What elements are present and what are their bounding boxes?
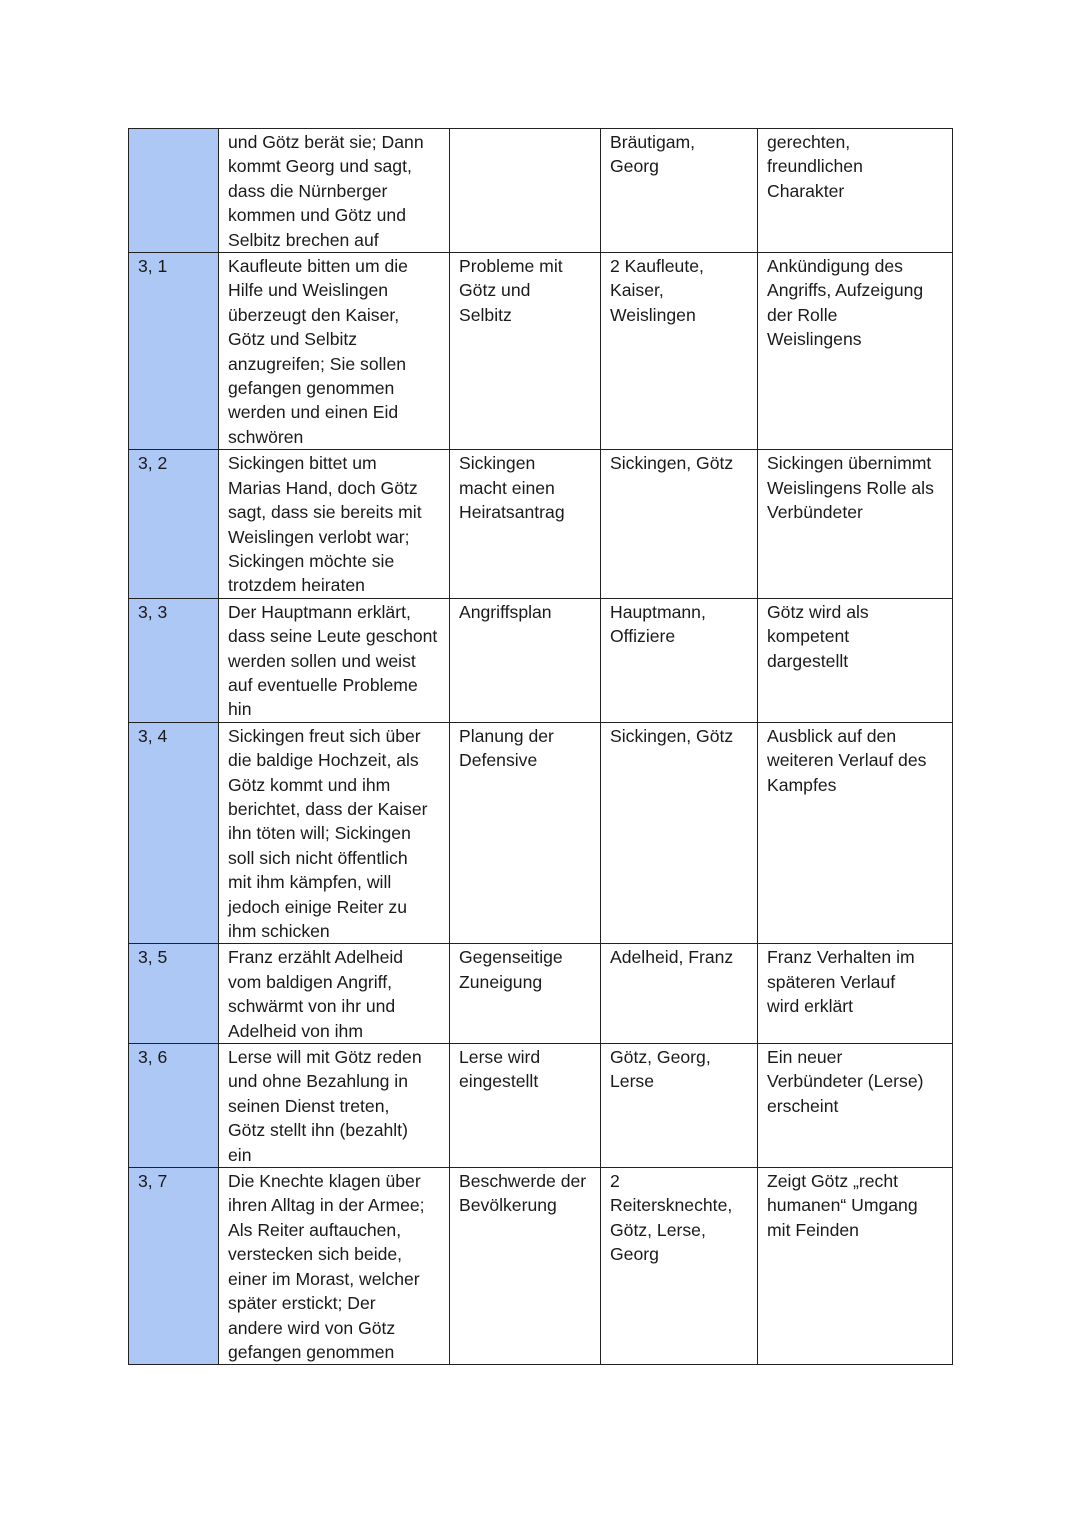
cell-text-line: gefangen genommen — [228, 1341, 395, 1362]
cell-text-line: Sickingen — [459, 453, 536, 474]
cell-text-line: Selbitz — [459, 304, 512, 325]
table-row — [129, 722, 953, 944]
table-row — [129, 129, 953, 253]
cell-text-line: Adelheid von ihm — [228, 1020, 363, 1041]
scene-number-text: 3, 7 — [138, 1171, 168, 1192]
cell-text-line: vom baldigen Angriff, — [228, 971, 392, 992]
cell-text-line: hin — [228, 699, 252, 720]
cell-text-line: Selbitz brechen auf — [228, 229, 379, 250]
scene-summary-cell — [219, 1044, 450, 1168]
cell-text-line: Götz und Selbitz — [228, 329, 358, 350]
cell-text-line: Angriffs, Aufzeigung — [767, 280, 924, 301]
cell-text-line: Offiziere — [610, 626, 676, 647]
cell-text-line: ihren Alltag in der Armee; — [228, 1195, 425, 1216]
scene-number-text: 3, 2 — [138, 453, 168, 474]
scene-summary-cell — [219, 450, 450, 598]
cell-text-line: dass seine Leute geschont — [228, 626, 438, 647]
cell-text-line: macht einen — [459, 477, 555, 498]
scene-topic-cell — [450, 1168, 601, 1365]
cell-text-line: ein — [228, 1144, 252, 1165]
cell-text-line: späteren Verlauf — [767, 971, 896, 992]
cell-text-line: erscheint — [767, 1095, 839, 1116]
cell-text-line: Kaiser, — [610, 280, 664, 301]
scene-persons-cell — [601, 1168, 758, 1365]
cell-text-line: 2 Kaufleute, — [610, 256, 704, 277]
table-row — [129, 1168, 953, 1365]
scene-number-cell — [129, 722, 219, 944]
scene-summary-cell — [219, 722, 450, 944]
cell-text-line: verstecken sich beide, — [228, 1244, 403, 1265]
table-body — [129, 129, 953, 1365]
cell-text-line: Hilfe und Weislingen — [228, 280, 389, 301]
cell-text-line: einer im Morast, welcher — [228, 1268, 420, 1289]
scene-persons-cell — [601, 944, 758, 1044]
cell-text-line: jedoch einige Reiter zu — [228, 896, 407, 917]
cell-text-line: Sickingen freut sich über — [228, 725, 421, 746]
scene-topic-cell — [450, 944, 601, 1044]
cell-text-line: mit ihm kämpfen, will — [228, 872, 392, 893]
scene-function-cell — [758, 944, 953, 1044]
cell-text-line: Marias Hand, doch Götz — [228, 477, 418, 498]
cell-text-line: gefangen genommen — [228, 378, 395, 399]
scene-summary-cell — [219, 1168, 450, 1365]
cell-text-line: humanen“ Umgang — [767, 1195, 918, 1216]
cell-text-line: weiteren Verlauf des — [767, 750, 927, 771]
scene-analysis-table — [128, 128, 953, 1365]
scene-persons-cell — [601, 450, 758, 598]
cell-text-line: Bräutigam, — [610, 132, 696, 152]
cell-text-line: Lerse — [610, 1071, 655, 1092]
cell-text-line: mit Feinden — [767, 1219, 859, 1240]
cell-text-line: die baldige Hochzeit, als — [228, 750, 419, 771]
cell-text-line: Götz und — [459, 280, 531, 301]
cell-text-line: anzugreifen; Sie sollen — [228, 353, 407, 374]
cell-text-line: Gegenseitige — [459, 947, 563, 968]
cell-text-line: Sickingen, Götz — [610, 453, 734, 474]
cell-text-line: gerechten, — [767, 132, 851, 152]
cell-text-line: wird erklärt — [767, 996, 854, 1017]
scene-number-cell — [129, 1168, 219, 1365]
cell-text-line: Sickingen möchte sie — [228, 550, 395, 571]
scene-number-cell — [129, 129, 219, 253]
cell-text-line: Defensive — [459, 750, 538, 771]
cell-text-line: und Götz berät sie; Dann — [228, 132, 424, 152]
scene-number-cell — [129, 944, 219, 1044]
scene-persons-cell — [601, 1044, 758, 1168]
table-row — [129, 598, 953, 722]
scene-topic-cell — [450, 253, 601, 450]
cell-text-line: werden und einen Eid — [228, 402, 399, 423]
cell-text-line: Götz, Lerse, — [610, 1219, 706, 1240]
scene-function-cell — [758, 253, 953, 450]
cell-text-line: der Rolle — [767, 304, 838, 325]
cell-text-line: Götz kommt und ihm — [228, 774, 391, 795]
scene-topic-cell — [450, 722, 601, 944]
cell-text-line: Franz Verhalten im — [767, 947, 915, 968]
cell-text-line: schwören — [228, 426, 304, 447]
cell-text-line: seinen Dienst treten, — [228, 1095, 390, 1116]
cell-text-line: Kampfes — [767, 774, 837, 795]
table-row — [129, 944, 953, 1044]
cell-text-line: Weislingen — [610, 304, 696, 325]
scene-function-cell — [758, 1168, 953, 1365]
cell-text-line: berichtet, dass der Kaiser — [228, 798, 428, 819]
scene-function-cell — [758, 129, 953, 253]
cell-text-line: Charakter — [767, 180, 845, 201]
scene-topic-cell — [450, 450, 601, 598]
cell-text-line: kommt Georg und sagt, — [228, 156, 412, 177]
cell-text-line: ihn töten will; Sickingen — [228, 823, 411, 844]
cell-text-line: Als Reiter auftauchen, — [228, 1219, 402, 1240]
cell-text-line: Der Hauptmann erklärt, — [228, 601, 411, 622]
scene-number-cell — [129, 598, 219, 722]
scene-summary-cell — [219, 598, 450, 722]
scene-topic-cell — [450, 598, 601, 722]
cell-text-line: Weislingen verlobt war; — [228, 526, 410, 547]
scene-function-cell — [758, 450, 953, 598]
cell-text-line: freundlichen — [767, 156, 863, 177]
cell-text-line: Sickingen, Götz — [610, 725, 734, 746]
cell-text-line: Ankündigung des — [767, 256, 903, 277]
cell-text-line: Sickingen bittet um — [228, 453, 377, 474]
cell-text-line: dass die Nürnberger — [228, 180, 388, 201]
cell-text-line: Franz erzählt Adelheid — [228, 947, 404, 968]
scene-number-cell — [129, 1044, 219, 1168]
scene-number-text: 3, 3 — [138, 601, 168, 622]
cell-text-line: Götz wird als — [767, 601, 869, 622]
scene-function-cell — [758, 598, 953, 722]
scene-persons-cell — [601, 722, 758, 944]
cell-text-line: überzeugt den Kaiser, — [228, 304, 400, 325]
cell-text-line: auf eventuelle Probleme — [228, 674, 418, 695]
cell-text-line: soll sich nicht öffentlich — [228, 847, 408, 868]
cell-text-line: Götz, Georg, — [610, 1047, 711, 1068]
cell-text-line: Hauptmann, — [610, 601, 706, 622]
cell-text-line: eingestellt — [459, 1071, 539, 1092]
cell-text-line: Weislingens — [767, 329, 862, 350]
scene-summary-cell — [219, 253, 450, 450]
cell-text-line: werden sollen und weist — [228, 650, 416, 671]
cell-text-line: Beschwerde der — [459, 1171, 587, 1192]
cell-text-line: ihm schicken — [228, 921, 330, 941]
scene-persons-cell — [601, 129, 758, 253]
cell-text-line: Lerse will mit Götz reden — [228, 1047, 422, 1068]
cell-text-line: Weislingens Rolle als — [767, 477, 934, 498]
cell-text-line: Reitersknechte, — [610, 1195, 733, 1216]
cell-text-line: schwärmt von ihr und — [228, 996, 396, 1017]
scene-topic-cell — [450, 1044, 601, 1168]
cell-text-line: trotzdem heiraten — [228, 575, 365, 596]
cell-text-line: kompetent — [767, 626, 850, 647]
cell-text-line: Adelheid, Franz — [610, 947, 734, 968]
cell-text-line: Probleme mit — [459, 256, 563, 277]
scene-function-cell — [758, 722, 953, 944]
cell-text-line: kommen und Götz und — [228, 205, 406, 226]
cell-text-line: Heiratsantrag — [459, 502, 565, 523]
cell-text-line: Sickingen übernimmt — [767, 453, 932, 474]
cell-text-line: Götz stellt ihn (bezahlt) — [228, 1120, 408, 1141]
cell-text-line: Zeigt Götz „recht — [767, 1171, 899, 1192]
cell-text-line: Ausblick auf den — [767, 725, 897, 746]
scene-number-cell — [129, 253, 219, 450]
cell-text-line: später erstickt; Der — [228, 1293, 376, 1314]
scene-function-cell — [758, 1044, 953, 1168]
scene-persons-cell — [601, 598, 758, 722]
scene-number-text: 3, 1 — [138, 256, 168, 277]
cell-text-line: Die Knechte klagen über — [228, 1171, 421, 1192]
cell-text-line: Bevölkerung — [459, 1195, 557, 1216]
scene-topic-cell — [450, 129, 601, 253]
scene-number-text: 3, 6 — [138, 1047, 168, 1068]
cell-text-line: Zuneigung — [459, 971, 543, 992]
cell-text-line: und ohne Bezahlung in — [228, 1071, 409, 1092]
table-row — [129, 450, 953, 598]
cell-text-line: Verbündeter (Lerse) — [767, 1071, 924, 1092]
cell-text-line: dargestellt — [767, 650, 849, 671]
cell-text-line: sagt, dass sie bereits mit — [228, 502, 422, 523]
cell-text-line: Verbündeter — [767, 502, 863, 523]
scene-number-text: 3, 4 — [138, 725, 168, 746]
scene-number-cell — [129, 450, 219, 598]
cell-text-line: 2 — [610, 1171, 620, 1192]
cell-text-line: Planung der — [459, 725, 554, 746]
cell-text-line: Kaufleute bitten um die — [228, 256, 408, 277]
cell-text-line: Angriffsplan — [459, 601, 552, 622]
scene-persons-cell — [601, 253, 758, 450]
table-row — [129, 253, 953, 450]
scene-summary-cell — [219, 129, 450, 253]
scene-number-text: 3, 5 — [138, 947, 168, 968]
cell-text-line: Lerse wird — [459, 1047, 541, 1068]
table-row — [129, 1044, 953, 1168]
cell-text-line: Georg — [610, 1244, 659, 1265]
cell-text-line: Ein neuer — [767, 1047, 843, 1068]
cell-text-line: andere wird von Götz — [228, 1317, 396, 1338]
cell-text-line: Georg — [610, 156, 659, 177]
scene-summary-cell — [219, 944, 450, 1044]
